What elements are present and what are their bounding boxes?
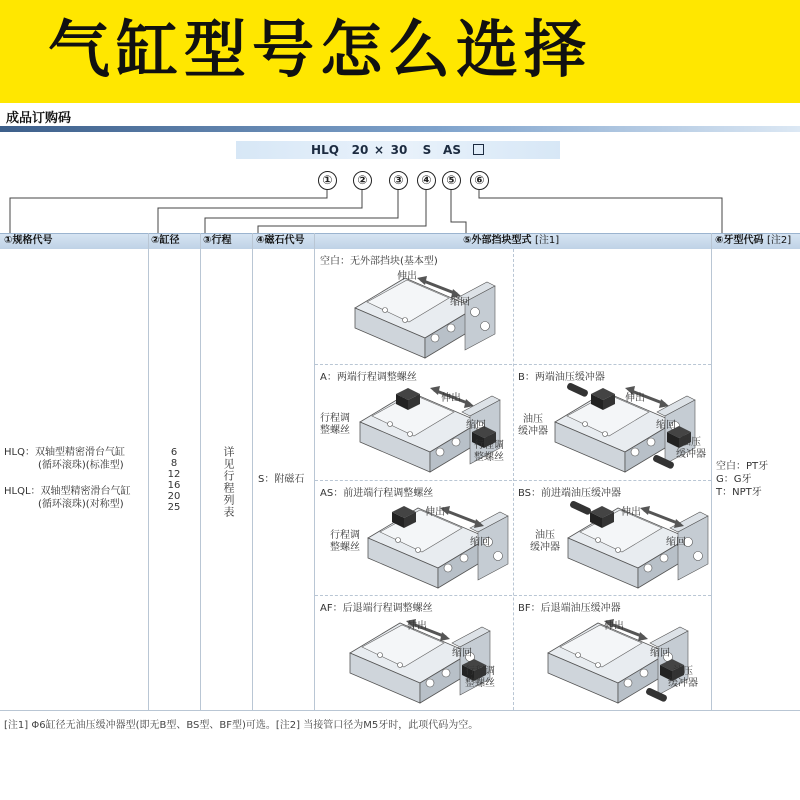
header-magnet: ④磁石代号 bbox=[256, 235, 305, 246]
banner-title: 气缸型号怎么选择 bbox=[48, 13, 593, 86]
stopper-bs-extend: 伸出 bbox=[621, 507, 641, 518]
bore-value: 16 bbox=[167, 480, 181, 491]
header-stopper-label: ⑤外部挡块型式 bbox=[463, 235, 532, 246]
header-stopper-note: [注1] bbox=[534, 235, 560, 246]
table-bottom-rule bbox=[0, 710, 800, 711]
stopper-bf-callout: 油压 缓冲器 bbox=[668, 666, 698, 689]
stopper-b-title: B：两端油压缓冲器 bbox=[518, 372, 605, 383]
stopper-as-callout: 行程调 整螺丝 bbox=[330, 530, 360, 553]
thread-line3: T：NPT牙 bbox=[716, 487, 762, 498]
stopper-blank-retract: 缩回 bbox=[450, 297, 470, 308]
header-thread-note: [注2] bbox=[766, 235, 792, 246]
stroke-text: 详见行程列表 bbox=[222, 446, 235, 518]
bore-value: 20 bbox=[167, 491, 181, 502]
stopper-b-retract: 缩回 bbox=[656, 420, 676, 431]
stopper-b-callout-right: 油压 缓冲器 bbox=[676, 437, 706, 460]
stopper-b-callout-left: 油压 缓冲器 bbox=[518, 414, 548, 437]
stopper-a-retract: 缩回 bbox=[466, 420, 486, 431]
stopper-bs-callout: 油压 缓冲器 bbox=[530, 530, 560, 553]
stopper-as-title: AS：前进端行程调整螺丝 bbox=[320, 488, 434, 499]
marker-1: ① bbox=[318, 171, 337, 190]
spec-hlq-line2: (循环滚珠)(标准型) bbox=[38, 460, 124, 471]
stopper-bs-retract: 缩回 bbox=[666, 537, 686, 548]
spec-hlql-line2: (循环滚珠)(对称型) bbox=[38, 499, 124, 510]
stopper-af-callout: 行程调 整螺丝 bbox=[465, 666, 495, 689]
spec-hlq-line1: HLQ：双轴型精密滑台气缸 bbox=[4, 447, 125, 458]
stopper-as-extend: 伸出 bbox=[425, 507, 445, 518]
header-stroke: ③行程 bbox=[203, 235, 232, 246]
stopper-af-retract: 缩回 bbox=[452, 648, 472, 659]
magnet-text: S：附磁石 bbox=[258, 474, 305, 485]
stopper-bf-retract: 缩回 bbox=[650, 648, 670, 659]
stopper-as-retract: 缩回 bbox=[470, 537, 490, 548]
grid-line bbox=[315, 480, 711, 481]
grid-line bbox=[314, 233, 315, 710]
stopper-bf-extend: 伸出 bbox=[604, 621, 624, 632]
grid-line bbox=[252, 233, 253, 710]
bore-value: 8 bbox=[170, 458, 178, 469]
marker-5: ⑤ bbox=[442, 171, 461, 190]
grid-line bbox=[315, 364, 711, 365]
bore-value: 12 bbox=[167, 469, 181, 480]
stopper-af-title: AF：后退端行程调整螺丝 bbox=[320, 603, 433, 614]
header-spec: ①规格代号 bbox=[4, 235, 53, 246]
footnote: [注1] Φ6缸径无油压缓冲器型(即无B型、BS型、BF型)可选。[注2] 当接管口径为M5牙时，此项代码为空。 bbox=[4, 720, 479, 731]
grid-line bbox=[200, 233, 201, 710]
grid-line bbox=[711, 233, 712, 710]
stopper-af-extend: 伸出 bbox=[407, 621, 427, 632]
header-bore: ②缸径 bbox=[151, 235, 180, 246]
spec-hlql-line1: HLQL：双轴型精密滑台气缸 bbox=[4, 486, 131, 497]
section-title: 成品订购码 bbox=[6, 111, 72, 126]
marker-4: ④ bbox=[417, 171, 436, 190]
marker-6: ⑥ bbox=[470, 171, 489, 190]
stopper-blank-illustration bbox=[355, 268, 495, 360]
stopper-bs-title: BS：前进端油压缓冲器 bbox=[518, 488, 622, 499]
code-part-bore: 20 bbox=[351, 143, 369, 157]
code-part-stopper: AS bbox=[443, 143, 461, 157]
stopper-blank-title: 空白：无外部挡块(基本型) bbox=[320, 256, 438, 267]
code-part-magnet: S bbox=[422, 143, 432, 157]
marker-2: ② bbox=[353, 171, 372, 190]
code-part-stroke: 30 bbox=[390, 143, 408, 157]
stopper-a-callout-right: 行程调 整螺丝 bbox=[474, 440, 504, 463]
code-part-series: HLQ bbox=[311, 143, 339, 157]
table-header bbox=[0, 233, 800, 249]
code-part-times: × bbox=[373, 143, 385, 157]
header-thread bbox=[715, 233, 791, 248]
marker-3: ③ bbox=[389, 171, 408, 190]
header-stopper bbox=[463, 233, 559, 248]
stopper-bf-title: BF：后退端油压缓冲器 bbox=[518, 603, 621, 614]
thread-line2: G：G牙 bbox=[716, 474, 752, 485]
stopper-blank-extend: 伸出 bbox=[397, 271, 417, 282]
stopper-a-callout-left: 行程调 整螺丝 bbox=[320, 413, 350, 436]
stopper-b-extend: 伸出 bbox=[625, 393, 645, 404]
bore-value: 25 bbox=[167, 502, 181, 513]
header-thread-label: ⑥牙型代码 bbox=[715, 235, 764, 246]
stopper-a-title: A：两端行程调整螺丝 bbox=[320, 372, 417, 383]
stopper-a-extend: 伸出 bbox=[441, 393, 461, 404]
bore-value: 6 bbox=[170, 447, 178, 458]
thread-line1: 空白：PT牙 bbox=[716, 461, 769, 472]
grid-line bbox=[315, 595, 711, 596]
